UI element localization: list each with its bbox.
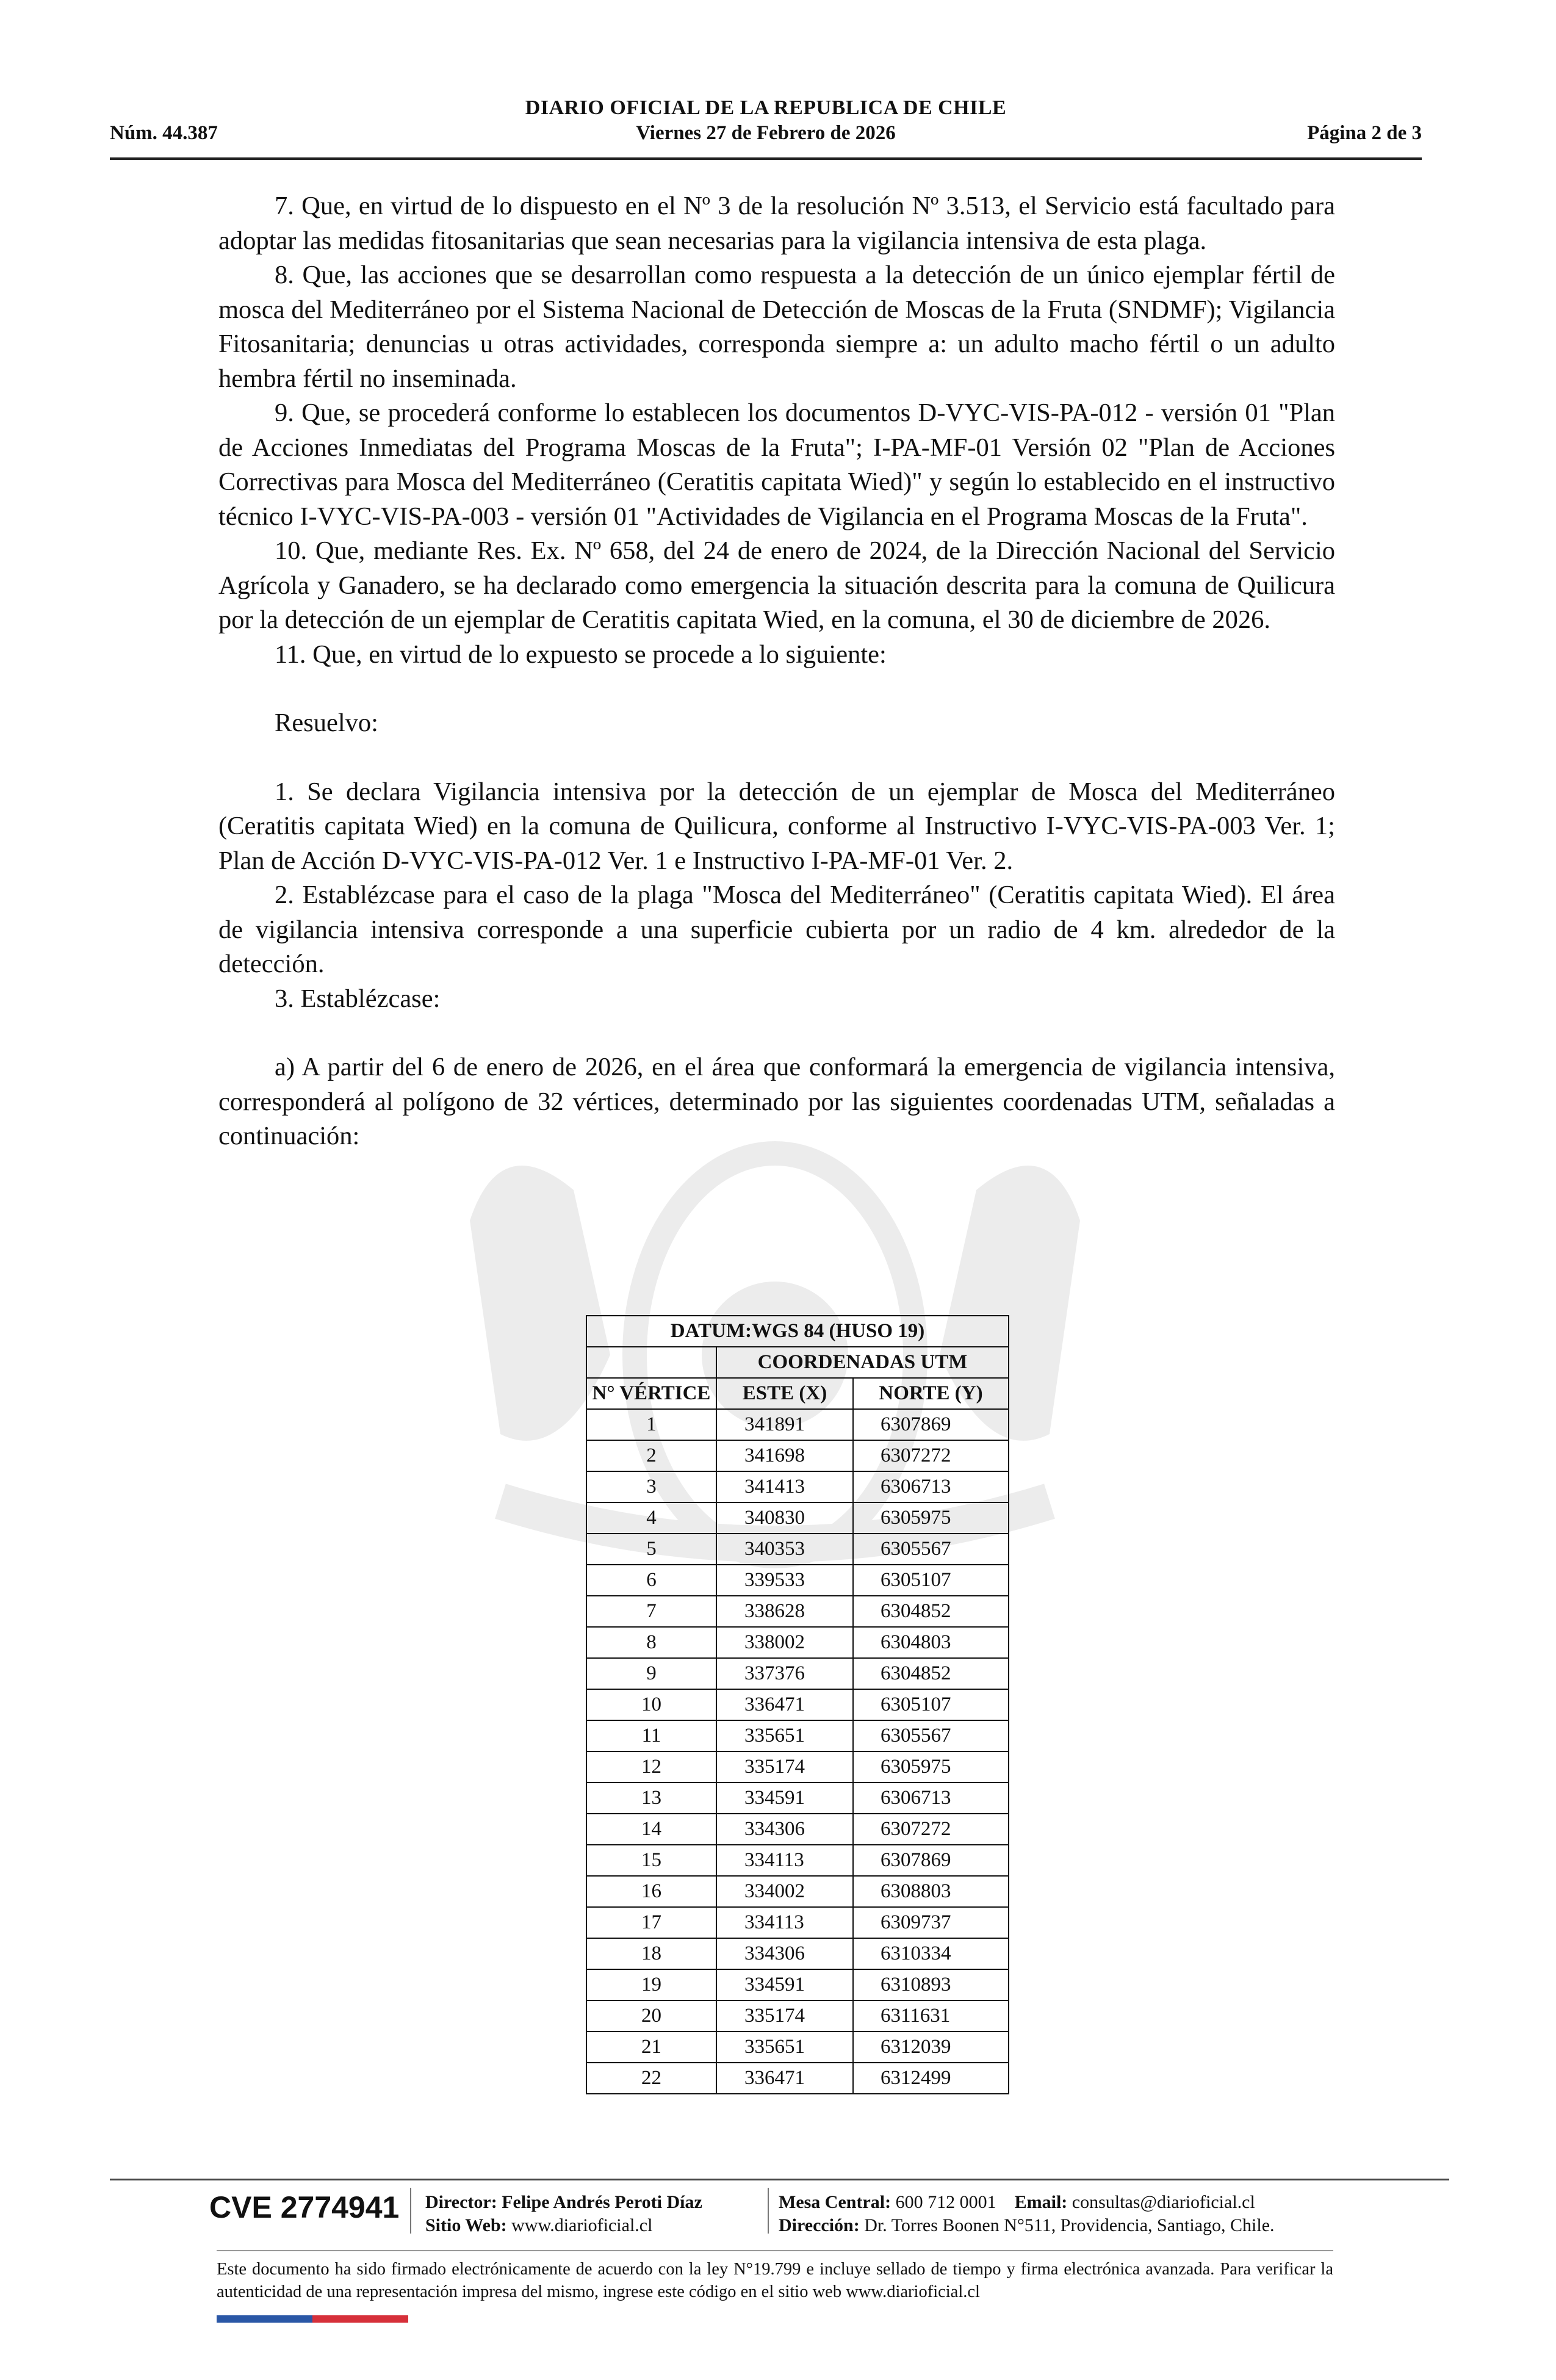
este-cell: 335651 xyxy=(716,1720,853,1751)
este-cell: 339533 xyxy=(716,1565,853,1596)
este-cell: 334002 xyxy=(716,1876,853,1907)
norte-cell: 6305107 xyxy=(853,1565,1009,1596)
norte-cell: 6305975 xyxy=(853,1751,1009,1783)
paragraph-7: 7. Que, en virtud de lo dispuesto en el Nº 3 de la resolución Nº 3.513, el Servicio está facultado para adoptar las medidas fitosanitarias que sean necesarias para la vigilancia intensiva de esta plaga. xyxy=(218,192,1335,255)
norte-cell: 6307869 xyxy=(853,1409,1009,1440)
director-name: Felipe Andrés Peroti Díaz xyxy=(502,2192,702,2212)
table-column-header-row xyxy=(586,1378,1009,1409)
norte-cell: 6307272 xyxy=(853,1814,1009,1845)
gazette-title: DIARIO OFICIAL DE LA REPUBLICA DE CHILE xyxy=(525,96,1007,119)
norte-cell: 6305107 xyxy=(853,1689,1009,1720)
este-cell: 335651 xyxy=(716,2032,853,2063)
norte-cell: 6307869 xyxy=(853,1845,1009,1876)
table-row xyxy=(586,1783,1009,1814)
este-cell: 334306 xyxy=(716,1814,853,1845)
vertex-cell: 11 xyxy=(586,1720,716,1751)
norte-cell: 6305567 xyxy=(853,1720,1009,1751)
paragraph-11: 11. Que, en virtud de lo expuesto se procede a lo siguiente: xyxy=(275,640,887,669)
este-cell: 337376 xyxy=(716,1658,853,1689)
norte-cell: 6304852 xyxy=(853,1596,1009,1627)
footer-separator xyxy=(768,2188,769,2234)
paragraph-9: 9. Que, se procederá conforme lo establecen los documentos D-VYC-VIS-PA-012 - versión 01 "Plan de Acciones Inmediatas del Programa Moscas de la Fruta"; I-PA-MF-01 Versión 02 "Plan de Acciones Correctivas para Mosca del Mediterráneo (Ceratitis capitata Wied)" y según lo establecido en el instructivo técnico I-VYC-VIS-PA-003 - versión 01 "Actividades de Vigilancia en el Programa Moscas de la Fruta". xyxy=(218,398,1335,531)
paragraph-8: 8. Que, las acciones que se desarrollan como respuesta a la detección de un único ejemplar fértil de mosca del Mediterráneo por el Sistema Nacional de Detección de Moscas de la Fruta (SNDMF); Vigilancia Fitosanitaria; denuncias u otras actividades, corresponda siempre a: un adulto macho fértil o un adulto hembra fértil no inseminada. xyxy=(218,261,1335,393)
table-row xyxy=(586,1440,1009,1471)
address-label: Dirección: xyxy=(779,2215,860,2235)
vertex-column-header: N° VÉRTICE xyxy=(586,1378,716,1409)
table-row xyxy=(586,2063,1009,2094)
resolution-3: 3. Establézcase: xyxy=(275,984,441,1013)
resolution-3a: a) A partir del 6 de enero de 2026, en el área que conformará la emergencia de vigilancia intensiva, corresponderá al polígono de 32 vértices, determinado por las siguientes coordenadas UTM, señaladas a continuación: xyxy=(218,1053,1335,1150)
table-row xyxy=(586,1814,1009,1845)
vertex-cell: 12 xyxy=(586,1751,716,1783)
norte-cell: 6307272 xyxy=(853,1440,1009,1471)
table-row xyxy=(586,1502,1009,1534)
table-group-row xyxy=(586,1347,1009,1378)
norte-cell: 6304852 xyxy=(853,1658,1009,1689)
document-body xyxy=(218,189,1335,1154)
norte-cell: 6310893 xyxy=(853,1969,1009,2000)
table-row xyxy=(586,1471,1009,1502)
este-cell: 341891 xyxy=(716,1409,853,1440)
vertex-cell: 18 xyxy=(586,1938,716,1969)
vertex-cell: 8 xyxy=(586,1627,716,1658)
table-datum-row xyxy=(586,1316,1009,1347)
este-cell: 334591 xyxy=(716,1969,853,2000)
este-cell: 338002 xyxy=(716,1627,853,1658)
vertex-cell: 19 xyxy=(586,1969,716,2000)
datum-header: DATUM:WGS 84 (HUSO 19) xyxy=(586,1316,1009,1347)
vertex-cell: 4 xyxy=(586,1502,716,1534)
norte-cell: 6309737 xyxy=(853,1907,1009,1938)
footer-contact-block xyxy=(779,2191,1275,2237)
flag-stripe xyxy=(217,2315,409,2323)
site-link[interactable]: www.diarioficial.cl xyxy=(511,2215,653,2235)
vertex-cell: 6 xyxy=(586,1565,716,1596)
norte-cell: 6304803 xyxy=(853,1627,1009,1658)
norte-cell: 6305975 xyxy=(853,1502,1009,1534)
este-column-header: ESTE (X) xyxy=(716,1378,853,1409)
table-row xyxy=(586,1409,1009,1440)
vertex-cell: 9 xyxy=(586,1658,716,1689)
empty-header-cell xyxy=(586,1347,716,1378)
vertex-cell: 14 xyxy=(586,1814,716,1845)
vertex-cell: 21 xyxy=(586,2032,716,2063)
footer-separator xyxy=(410,2188,411,2234)
table-row xyxy=(586,1596,1009,1627)
table-row xyxy=(586,2032,1009,2063)
este-cell: 336471 xyxy=(716,2063,853,2094)
resolution-1: 1. Se declara Vigilancia intensiva por la detección de un ejemplar de Mosca del Mediterráneo (Ceratitis capitata Wied) en la comuna de Quilicura, conforme al Instructivo I-VYC-VIS-PA-003 Ver. 1; Plan de Acción D-VYC-VIS-PA-012 Ver. 1 e Instructivo I-PA-MF-01 Ver. 2. xyxy=(218,777,1335,875)
table-row xyxy=(586,1751,1009,1783)
email-label: Email: xyxy=(1014,2192,1068,2212)
footer-divider xyxy=(110,2179,1449,2180)
vertex-cell: 7 xyxy=(586,1596,716,1627)
table-row xyxy=(586,1565,1009,1596)
issue-number: Núm. 44.387 xyxy=(110,122,218,144)
table-row xyxy=(586,1534,1009,1565)
vertex-cell: 22 xyxy=(586,2063,716,2094)
mesa-label: Mesa Central: xyxy=(779,2192,891,2212)
vertex-cell: 1 xyxy=(586,1409,716,1440)
vertex-cell: 20 xyxy=(586,2000,716,2032)
este-cell: 336471 xyxy=(716,1689,853,1720)
norte-cell: 6308803 xyxy=(853,1876,1009,1907)
table-row xyxy=(586,1938,1009,1969)
este-cell: 334113 xyxy=(716,1907,853,1938)
este-cell: 340353 xyxy=(716,1534,853,1565)
vertex-cell: 2 xyxy=(586,1440,716,1471)
este-cell: 341413 xyxy=(716,1471,853,1502)
utm-coordinates-table xyxy=(586,1315,1009,2094)
mesa-phone: 600 712 0001 xyxy=(895,2192,996,2212)
issue-date: Viernes 27 de Febrero de 2026 xyxy=(636,122,896,144)
flag-red-segment xyxy=(312,2315,408,2323)
page-number: Página 2 de 3 xyxy=(1307,122,1422,144)
norte-cell: 6311631 xyxy=(853,2000,1009,2032)
table-row xyxy=(586,1627,1009,1658)
norte-cell: 6306713 xyxy=(853,1471,1009,1502)
este-cell: 334591 xyxy=(716,1783,853,1814)
vertex-cell: 10 xyxy=(586,1689,716,1720)
table-row xyxy=(586,2000,1009,2032)
page-header xyxy=(110,92,1422,160)
vertex-cell: 5 xyxy=(586,1534,716,1565)
paragraph-10: 10. Que, mediante Res. Ex. Nº 658, del 24 de enero de 2024, de la Dirección Nacional del Servicio Agrícola y Ganadero, se ha declarado como emergencia la situación descrita para la comuna de Quilicura por la detección de un ejemplar de Ceratitis capitata Wied, en la comuna, el 30 de diciembre de 2026. xyxy=(218,536,1335,634)
norte-cell: 6312499 xyxy=(853,2063,1009,2094)
table-row xyxy=(586,1969,1009,2000)
address-text: Dr. Torres Boonen N°511, Providencia, Santiago, Chile. xyxy=(864,2215,1275,2235)
vertex-cell: 13 xyxy=(586,1783,716,1814)
este-cell: 334113 xyxy=(716,1845,853,1876)
vertex-cell: 17 xyxy=(586,1907,716,1938)
utm-group-header: COORDENADAS UTM xyxy=(716,1347,1009,1378)
cve-code: CVE 2774941 xyxy=(209,2190,400,2224)
site-label: Sitio Web: xyxy=(425,2215,507,2235)
footer-inner-divider xyxy=(217,2250,1333,2251)
vertex-cell: 15 xyxy=(586,1845,716,1876)
footer-director-block xyxy=(425,2191,702,2237)
table-row xyxy=(586,1845,1009,1876)
este-cell: 334306 xyxy=(716,1938,853,1969)
norte-cell: 6306713 xyxy=(853,1783,1009,1814)
table-body xyxy=(586,1409,1009,2094)
norte-cell: 6305567 xyxy=(853,1534,1009,1565)
table-row xyxy=(586,1720,1009,1751)
legal-notice: Este documento ha sido firmado electrónicamente de acuerdo con la ley N°19.799 e incluye sellado de tiempo y firma electrónica avanzada. Para verificar la autenticidad de una representación impresa del mismo, ingrese este código en el sitio web www.diarioficial.cl xyxy=(217,2260,1333,2301)
director-label: Director: xyxy=(425,2192,497,2212)
vertex-cell: 3 xyxy=(586,1471,716,1502)
flag-blue-segment xyxy=(217,2315,312,2323)
resolution-2: 2. Establézcase para el caso de la plaga "Mosca del Mediterráneo" (Ceratitis capitata Wied). El área de vigilancia intensiva corresponde a una superficie cubierta por un radio de 4 km. alrededor de la detección. xyxy=(218,881,1335,978)
este-cell: 341698 xyxy=(716,1440,853,1471)
resuelvo-heading: Resuelvo: xyxy=(275,709,378,737)
table-row xyxy=(586,1876,1009,1907)
este-cell: 335174 xyxy=(716,2000,853,2032)
este-cell: 338628 xyxy=(716,1596,853,1627)
email-link[interactable]: consultas@diarioficial.cl xyxy=(1072,2192,1255,2212)
norte-cell: 6312039 xyxy=(853,2032,1009,2063)
norte-column-header: NORTE (Y) xyxy=(853,1378,1009,1409)
table-row xyxy=(586,1658,1009,1689)
este-cell: 335174 xyxy=(716,1751,853,1783)
vertex-cell: 16 xyxy=(586,1876,716,1907)
table-row xyxy=(586,1689,1009,1720)
este-cell: 340830 xyxy=(716,1502,853,1534)
norte-cell: 6310334 xyxy=(853,1938,1009,1969)
table-row xyxy=(586,1907,1009,1938)
